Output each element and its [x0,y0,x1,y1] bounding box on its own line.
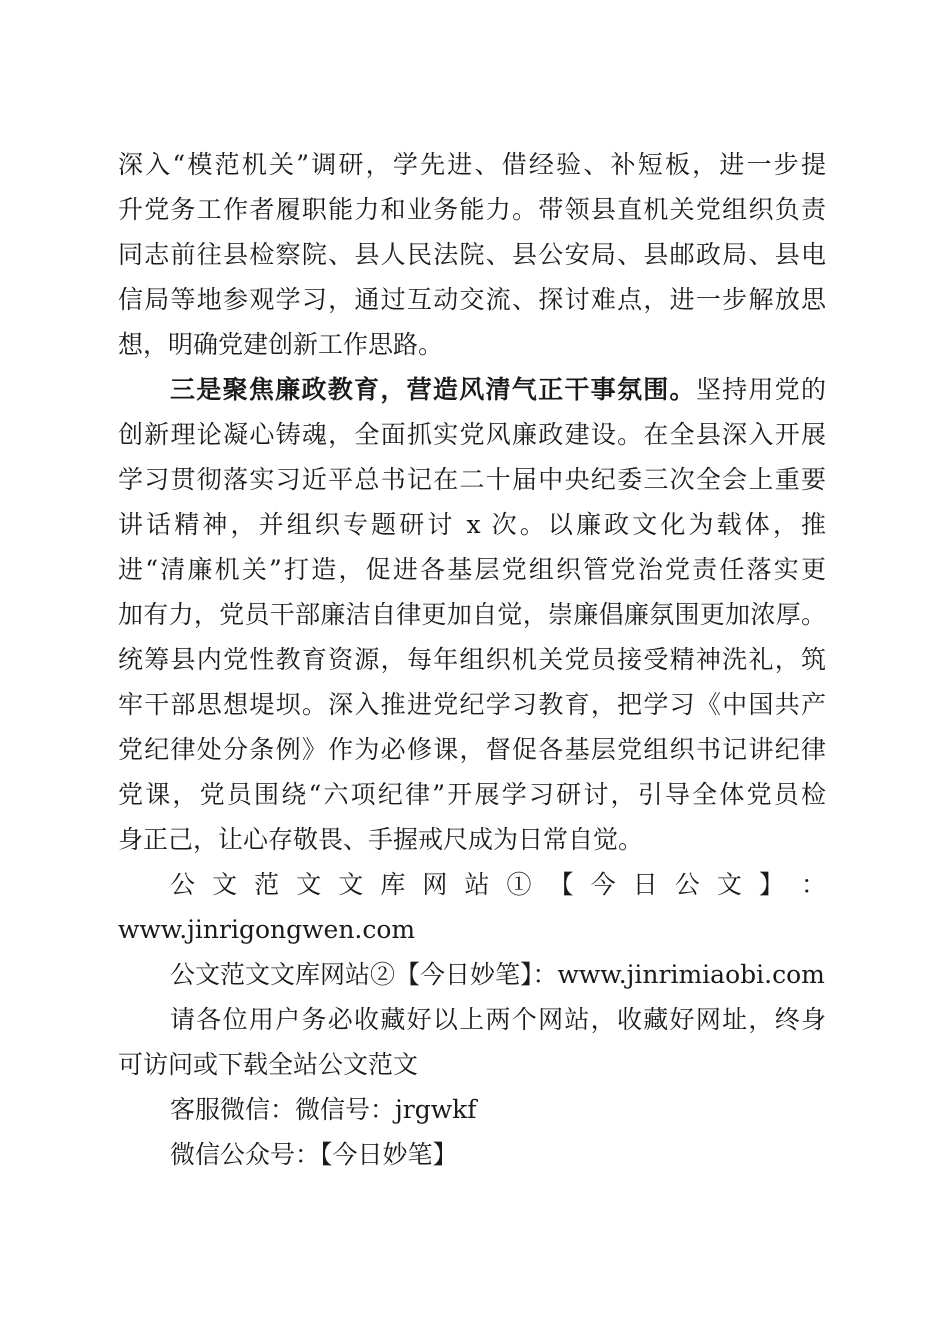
text-line: 升党务工作者履职能力和业务能力。带领县直机关党组织负责 [118,195,826,224]
text-line: 进“清廉机关”打造，促进各基层党组织管党治党责任落实更 [118,555,826,584]
document-page [118,142,826,1177]
text-line: 党课，党员围绕“六项纪律”开展学习研讨，引导全体党员检 [118,780,826,809]
text-line: 身正己，让心存敬畏、手握戒尺成为日常自觉。 [118,825,644,854]
text-line: 同志前往县检察院、县人民法院、县公安局、县邮政局、县电 [118,240,826,269]
text-line: 加有力，党员干部廉洁自律更加自觉，崇廉倡廉氛围更加浓厚。 [118,600,826,629]
paragraph-integrity-education [118,367,826,862]
text-line: 牢干部思想堤坝。深入推进党纪学习教育，把学习《中国共产 [118,690,826,719]
official-account: 微信公众号：【今日妙笔】 [170,1140,458,1169]
site1-url-link[interactable]: www.jinrigongwen.com [118,915,416,944]
customer-service-wechat: 客服微信：微信号：jrgwkf [170,1095,477,1124]
site2-link[interactable]: 公文范文文库网站②【今日妙笔】：www.jinrimiaobi.com [170,960,825,989]
text-line: 学习贯彻落实习近平总书记在二十届中央纪委三次全会上重要 [118,465,826,494]
section-heading: 三是聚焦廉政教育，营造风清气正干事氛围。 [170,375,696,404]
text-line: 创新理论凝心铸魂，全面抓实党风廉政建设。在全县深入开展 [118,420,826,449]
site1-label: 公 文 范 文 文 库 网 站 ① 【 今 日 公 文 】 ： [170,870,826,899]
footer-links [118,862,826,1177]
heading-line-rest: 坚持用党的 [695,375,826,404]
text-line [118,367,826,412]
notice-text-continued: 可访问或下载全站公文范文 [118,1050,419,1079]
text-line: 深入“模范机关”调研，学先进、借经验、补短板，进一步提 [118,150,826,179]
paragraph-model-agency-research [118,142,826,367]
text-line: 想，明确党建创新工作思路。 [118,330,444,359]
notice-text: 请各位用户务必收藏好以上两个网站，收藏好网址，终身 [170,1005,826,1034]
text-line: 统筹县内党性教育资源，每年组织机关党员接受精神洗礼，筑 [118,645,826,674]
text-line: 讲话精神，并组织专题研讨 x 次。以廉政文化为载体，推 [118,510,826,539]
text-line: 党纪律处分条例》作为必修课，督促各基层党组织书记讲纪律 [118,735,826,764]
text-line: 信局等地参观学习，通过互动交流、探讨难点，进一步解放思 [118,285,826,314]
